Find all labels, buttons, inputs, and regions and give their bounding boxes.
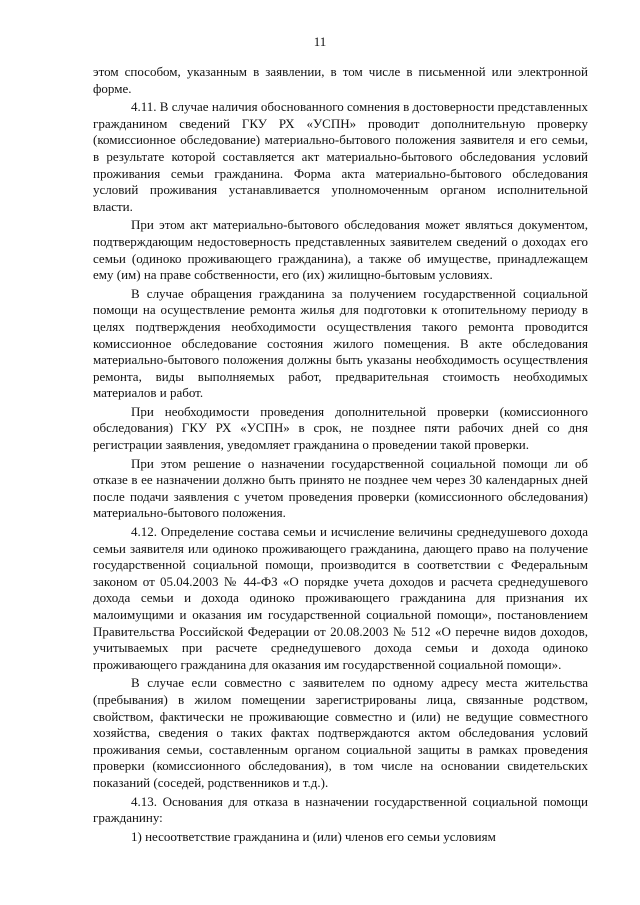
page-number: 11 xyxy=(313,34,327,49)
paragraph-4-11: 4.11. В случае наличия обоснованного сомнения в достоверности представленных гражданином сведений ГКУ РХ «УСПН» проводит дополнительную проверку (комиссионное обследование) материально-бытового положения заявителя и его семьи, в результате которой составляется акт материально-бытового обследования условий проживания семьи гражданина. Форма акта материально-бытового обследования условий проживания устанавливается уполномоченным органом исполнительной власти. xyxy=(93,99,588,214)
paragraph-cohabitation: В случае если совместно с заявителем по одному адресу места жительства (пребывания) в жилом помещении зарегистрированы лица, связанные родством, свойством, фактически не проживающие совместно и (или) не ведущие совместного хозяйства, сведения о таких фактах подтверждаются актом обследования условий проживания семьи, составленным органом социальной защиты в рамках проведения проверки (комиссионного обследования), в том числе на основании свидетельских показаний (соседей, родственников и т.д.). xyxy=(93,675,588,790)
list-item-1: 1) несоответствие гражданина и (или) членов его семьи условиям xyxy=(131,828,496,844)
paragraph-4-12: 4.12. Определение состава семьи и исчисление величины среднедушевого дохода семьи заявителя или одиноко проживающего гражданина, дающего право на получение государственной социальной помощи, производится в соответствии с Федеральным законом от 05.04.2003 № 44-ФЗ «О порядке учета доходов и расчета среднедушевого дохода семьи и дохода одиноко проживающего гражданина для признания их малоимущими и оказания им государственной социальной помощи», постановлением Правительства Российской Федерации от 20.08.2003 № 512 «О перечне видов доходов, учитываемых при расчете среднедушевого дохода семьи и дохода одиноко проживающего гражданина для оказания им государственной социальной помощи». xyxy=(93,524,588,672)
paragraph-decision-deadline: При этом решение о назначении государственной социальной помощи ли об отказе в ее назначении должно быть принято не позднее чем через 30 календарных дней после подачи заявления с учетом проведения проверки (комиссионного обследования) материально-бытового положения. xyxy=(93,455,588,521)
paragraph-4-13: 4.13. Основания для отказа в назначении государственной социальной помощи гражданину: xyxy=(93,793,588,826)
document-body xyxy=(93,64,588,847)
paragraph-repair-inspection: В случае обращения гражданина за получением государственной социальной помощи на осуществление ремонта жилья для подготовки к отопительному периоду в целях подтверждения необходимости осуществления такого ремонта проводится комиссионное обследование состояния жилого помещения. В акте обследования материально-бытового положения должны быть указаны необходимость осуществления ремонта, виды выполняемых работ, предварительная стоимость необходимых материалов и работ. xyxy=(93,285,588,401)
paragraph-additional-check: При необходимости проведения дополнительной проверки (комиссионного обследования) ГКУ РХ «УСПН» в срок, не позднее пяти рабочих дней со дня регистрации заявления, уведомляет гражданина о проведении такой проверки. xyxy=(93,403,588,453)
paragraph-continuation: этом способом, указанным в заявлении, в том числе в письменной или электронной форме. xyxy=(93,64,588,96)
paragraph-act-evidence: При этом акт материально-бытового обследования может являться документом, подтверждающим недостоверность представленных заявителем сведений о доходах его семьи (одиноко проживающего гражданина), а также об имуществе, принадлежащем ему (им) на праве собственности, его (их) жилищно-бытовым условиях. xyxy=(93,217,588,283)
